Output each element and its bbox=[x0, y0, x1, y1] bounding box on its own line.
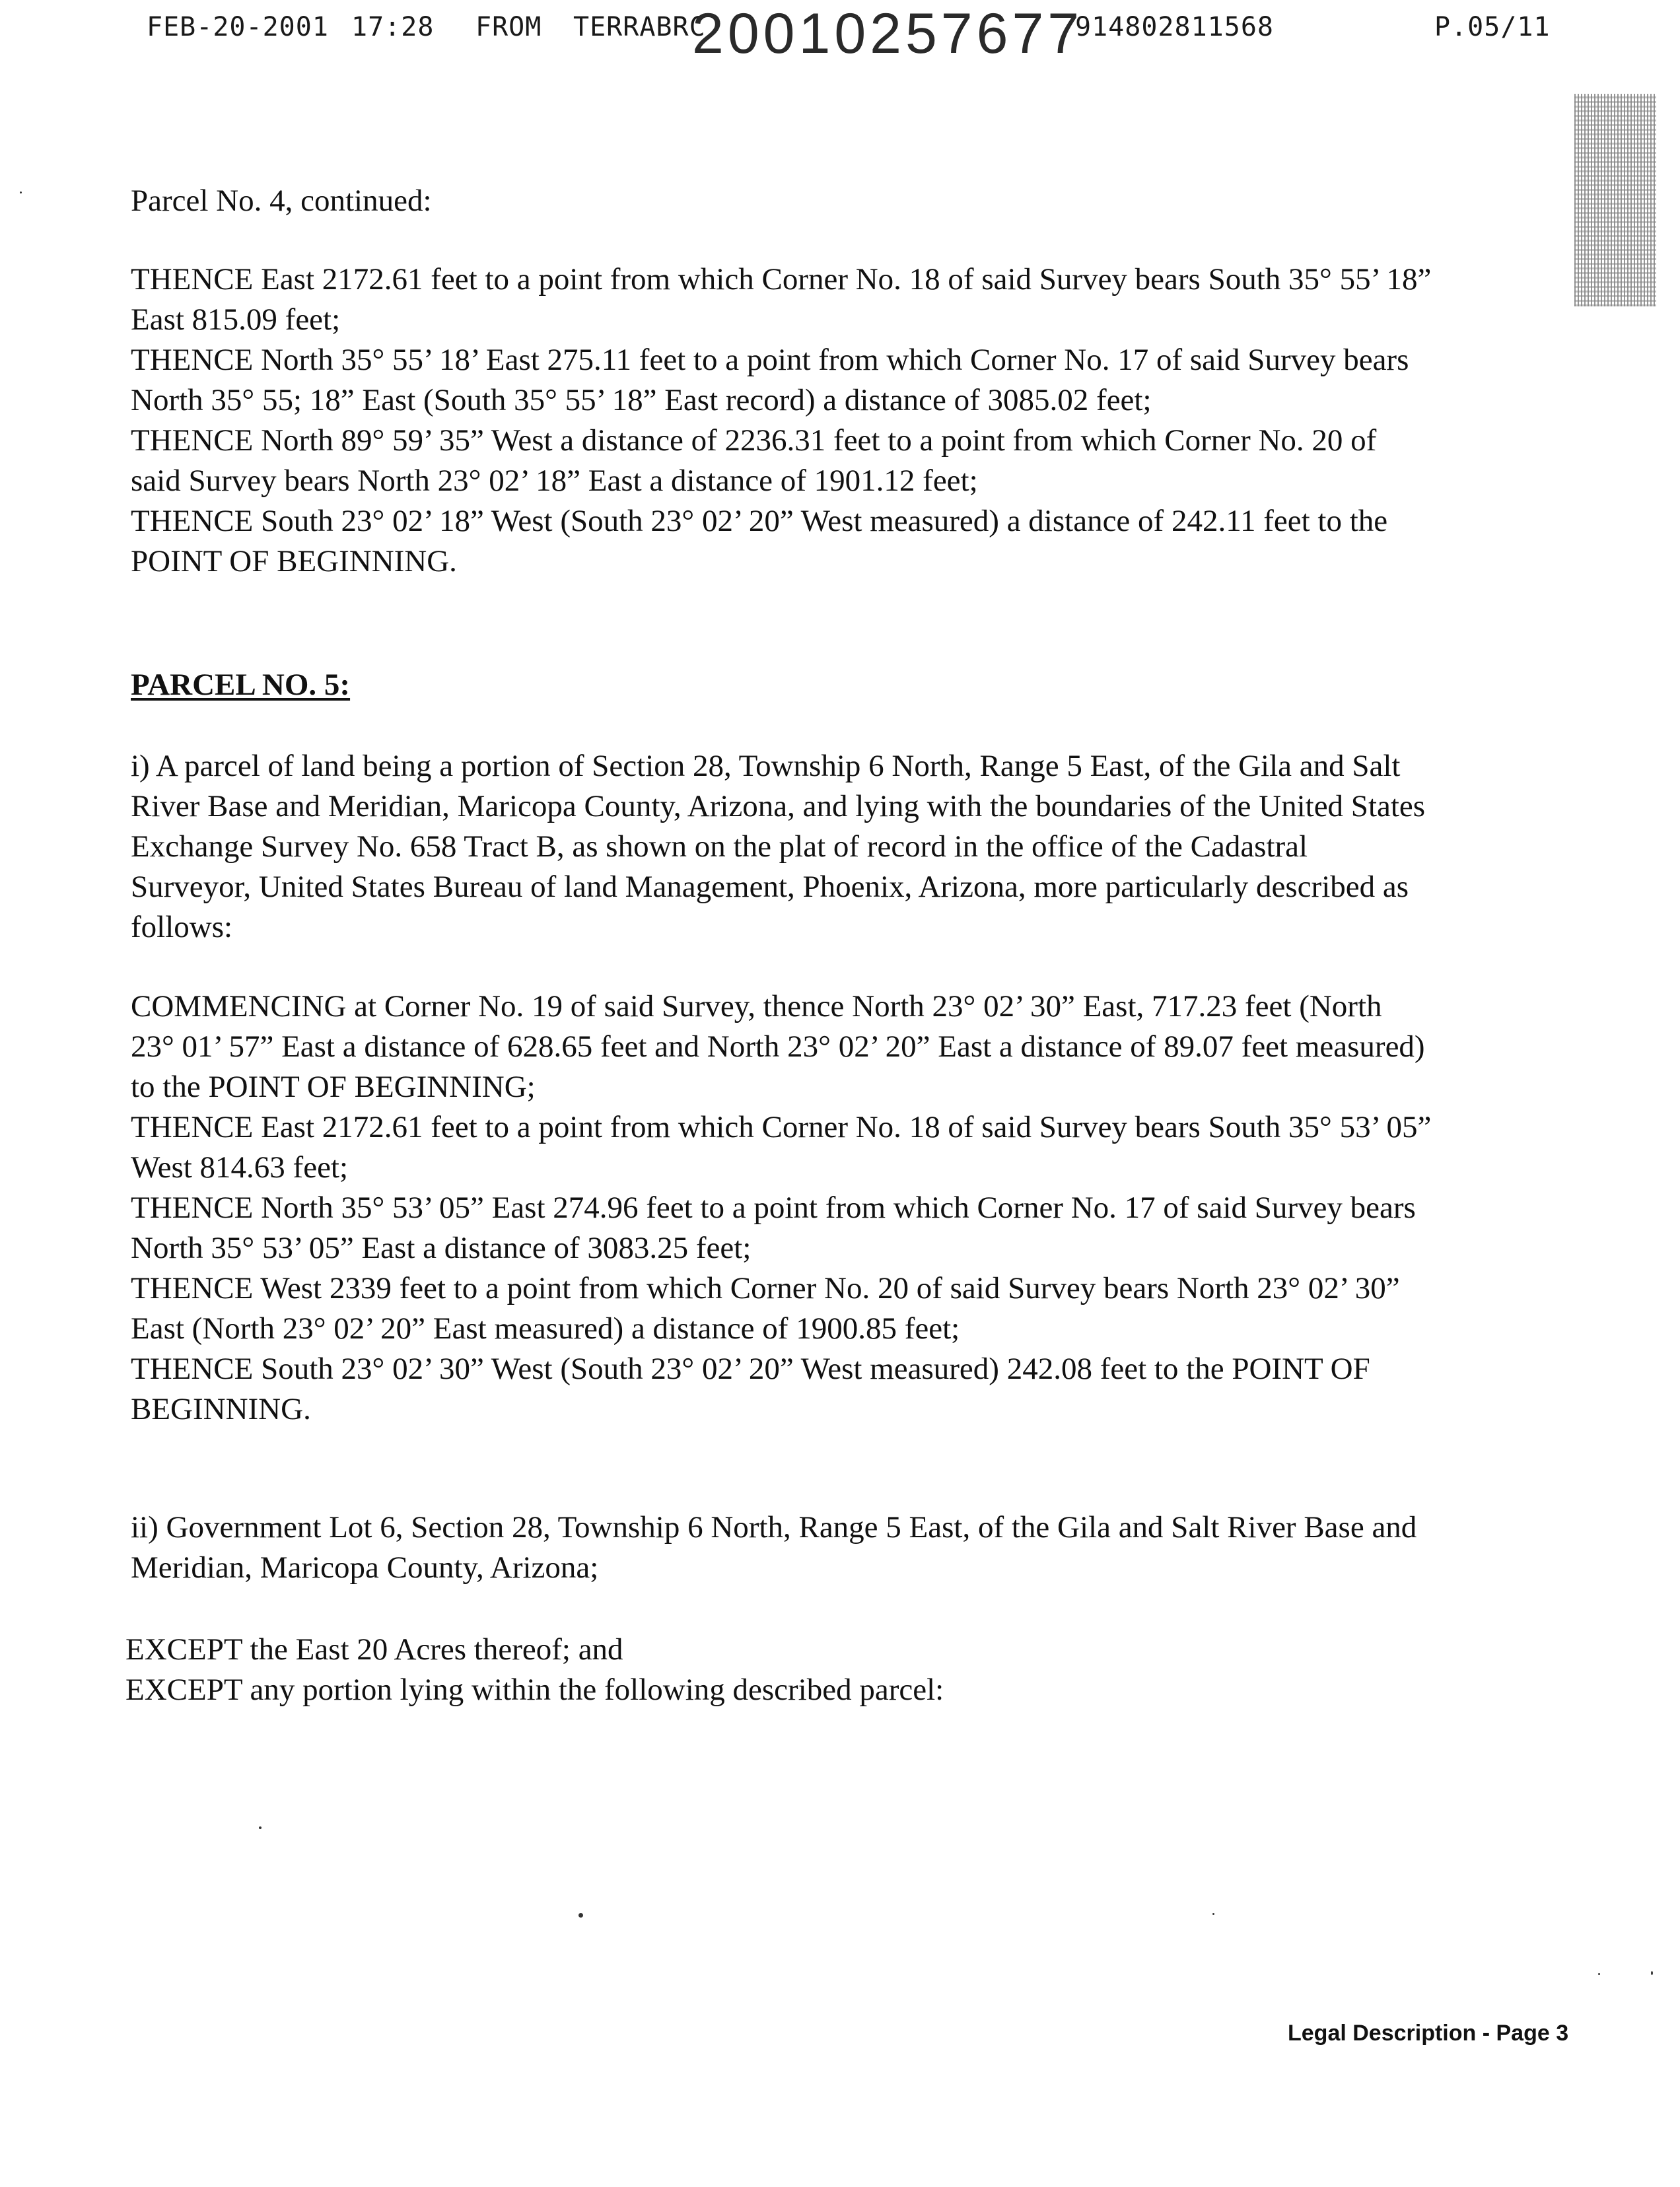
parcel5-intro-line: i) A parcel of land being a portion of Section 28, Township 6 North, Range 5 East, of the Gila and Salt bbox=[131, 749, 1401, 783]
parcel4-line: East 815.09 feet; bbox=[131, 302, 341, 337]
parcel5-intro-line: Exchange Survey No. 658 Tract B, as shown on the plat of record in the office of the Cadastral bbox=[131, 829, 1308, 864]
scan-speck bbox=[1598, 1973, 1600, 1975]
parcel4-line: said Survey bears North 23° 02’ 18” East a distance of 1901.12 feet; bbox=[131, 464, 978, 498]
parcel5-courses bbox=[131, 987, 1557, 1430]
parcel5-intro-line: River Base and Meridian, Maricopa County, Arizona, and lying with the boundaries of the United States bbox=[131, 789, 1426, 823]
parcel4-line: POINT OF BEGINNING. bbox=[131, 544, 457, 578]
scan-speck bbox=[1651, 1971, 1653, 1975]
parcel5-course-line: THENCE West 2339 feet to a point from which Corner No. 20 of said Survey bears North 23° 02’ 30” bbox=[131, 1271, 1400, 1305]
parcel5-course-line: 23° 01’ 57” East a distance of 628.65 feet and North 23° 02’ 20” East a distance of 89.07 feet measured) bbox=[131, 1029, 1425, 1064]
scan-speck bbox=[1212, 1913, 1214, 1915]
parcel5-course-line: COMMENCING at Corner No. 19 of said Survey, thence North 23° 02’ 30” East, 717.23 feet (North bbox=[131, 989, 1382, 1024]
fax-sender: TERRABRC bbox=[573, 12, 706, 42]
page-footer: Legal Description - Page 3 bbox=[1288, 2021, 1569, 2046]
fax-time: 17:28 bbox=[351, 12, 435, 42]
parcel4-description bbox=[131, 260, 1557, 582]
parcel5-course-line: BEGINNING. bbox=[131, 1392, 311, 1426]
parcel5-course-line: West 814.63 feet; bbox=[131, 1150, 349, 1185]
parcel4-line: THENCE North 35° 55’ 18’ East 275.11 feet to a point from which Corner No. 17 of said Survey bears bbox=[131, 343, 1409, 377]
parcel5-except-line: EXCEPT any portion lying within the following described parcel: bbox=[125, 1673, 944, 1707]
parcel4-line: THENCE East 2172.61 feet to a point from which Corner No. 18 of said Survey bears South 35° 55’ 18” bbox=[131, 262, 1432, 296]
scan-speck bbox=[20, 191, 22, 193]
fax-from-label: FROM bbox=[475, 12, 542, 42]
parcel5-course-line: THENCE South 23° 02’ 30” West (South 23° 02’ 20” West measured) 242.08 feet to the POINT OF bbox=[131, 1352, 1370, 1386]
fax-date: FEB-20-2001 bbox=[147, 12, 329, 42]
scan-speck bbox=[578, 1913, 583, 1918]
parcel5-course-line: North 35° 53’ 05” East a distance of 3083.25 feet; bbox=[131, 1231, 752, 1265]
parcel5-course-line: THENCE East 2172.61 feet to a point from which Corner No. 18 of said Survey bears South 35° 53’ 05” bbox=[131, 1110, 1432, 1144]
fax-header bbox=[0, 0, 1680, 73]
parcel5-intro bbox=[131, 746, 1557, 948]
parcel5-government-lot bbox=[131, 1508, 1557, 1588]
scan-speck bbox=[259, 1826, 262, 1829]
parcel5-lot-line: ii) Government Lot 6, Section 28, Township 6 North, Range 5 East, of the Gila and Salt River Base and bbox=[131, 1510, 1417, 1545]
parcel4-line: THENCE North 89° 59’ 35” West a distance of 2236.31 feet to a point from which Corner No. 20 of bbox=[131, 423, 1377, 458]
parcel5-heading: PARCEL NO. 5: bbox=[131, 668, 351, 702]
parcel4-line: THENCE South 23° 02’ 18” West (South 23° 02’ 20” West measured) a distance of 242.11 feet to the bbox=[131, 504, 1388, 538]
parcel5-lot-line: Meridian, Maricopa County, Arizona; bbox=[131, 1550, 599, 1585]
parcel5-exceptions bbox=[125, 1630, 1552, 1710]
parcel4-continued-title: Parcel No. 4, continued: bbox=[131, 184, 432, 218]
parcel5-intro-line: Surveyor, United States Bureau of land Management, Phoenix, Arizona, more particularly described as bbox=[131, 870, 1409, 904]
parcel5-course-line: East (North 23° 02’ 20” East measured) a distance of 1900.85 feet; bbox=[131, 1311, 960, 1346]
parcel5-course-line: to the POINT OF BEGINNING; bbox=[131, 1070, 536, 1104]
fax-page-number: P.05/11 bbox=[1434, 12, 1551, 42]
parcel5-course-line: THENCE North 35° 53’ 05” East 274.96 feet to a point from which Corner No. 17 of said Survey bears bbox=[131, 1191, 1416, 1225]
recording-number: 20010257677 bbox=[692, 2, 1084, 65]
parcel4-line: North 35° 55; 18” East (South 35° 55’ 18” East record) a distance of 3085.02 feet; bbox=[131, 383, 1152, 417]
parcel5-except-line: EXCEPT the East 20 Acres thereof; and bbox=[125, 1632, 623, 1667]
parcel5-intro-line: follows: bbox=[131, 910, 233, 944]
recording-stamp-barcode bbox=[1574, 94, 1656, 306]
fax-phone: 914802811568 bbox=[1075, 12, 1274, 42]
